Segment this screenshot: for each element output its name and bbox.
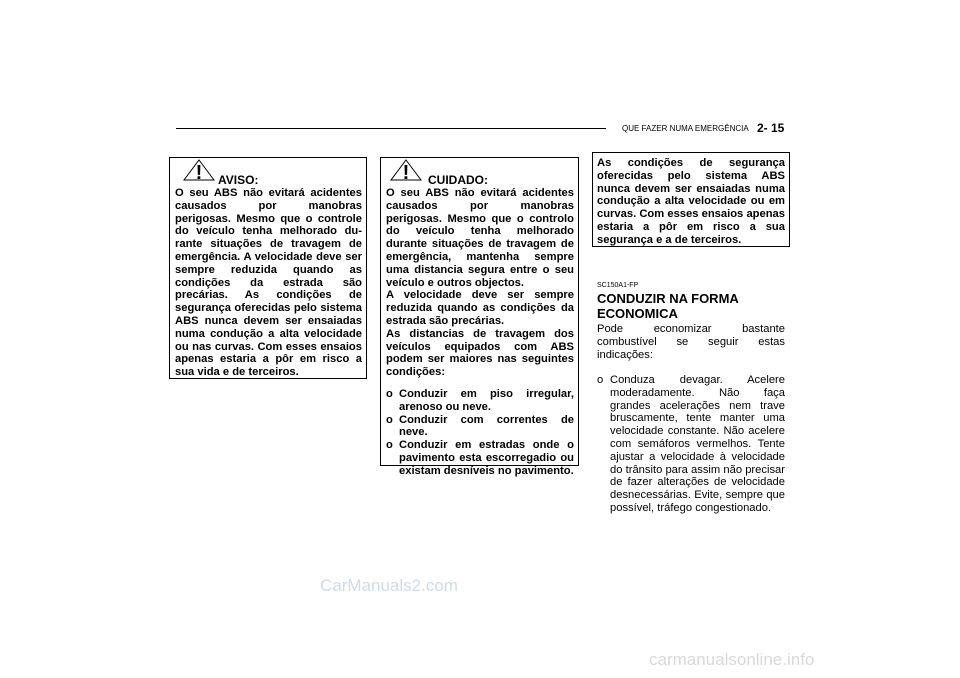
section-bullet-text: Conduza devagar. Acelere moderadamente. Não faça grandes acelerações nem trave bruscamente, tente manter uma velocidade constante. Não acelere com semáforos vermelhos. Tente ajustar a velocidade à velocidade do trânsito para assim não precisar de fazer alterações de velocidade desnecessárias. Evite, sempre que possível, tráfego congestionado. [610,374,785,514]
bullet-marker: o [386,413,393,426]
warning-title: AVISO: [218,173,259,187]
watermark-left: CarManuals2.com [320,576,458,595]
caution-text [386,187,574,478]
caution-title: CUIDADO: [428,173,488,187]
warning-paragraph: O seu ABS não evitará acidentes causados por manobras perigosas. Mesmo que o controle do veículo tenha melhorado du-rante situações de travagem de emergência. A velocidade deve ser sempre reduzida quando as condições da estrada são precárias. As condições de segurança oferecidas pelo sistema ABS nunca devem ser ensaiadas numa condução a alta velocidade ou nas curvas. Com esses ensaios apenas estaria a pôr em risco a sua vida e de terceiros. [175,187,362,379]
section-title: CONDUZIR NA FORMA ECONOMICA [597,291,739,321]
safety-text: As condições de segurança oferecidas pelo sistema ABS nunca devem ser ensaiadas numa condução a alta velocidade ou em curvas. Com esses ensaios apenas estaria a pôr em risco a sua segurança e a de terceiros. [597,157,785,246]
bullet-marker: o [597,374,604,386]
caution-paragraph-2: A velocidade deve ser sempre reduzida quando as condições da estrada são precárias. [386,289,574,327]
caution-paragraph-3: As distancias de travagem dos veículos equipados com ABS podem ser maiores nas seguintes condições: [386,327,574,379]
section-code: SC150A1-FP [597,282,639,289]
warning-triangle-icon [183,159,215,181]
section-list [597,374,785,515]
header-rule [176,128,606,129]
bullet-marker: o [386,387,393,400]
caution-bullet-text: Conduzir em piso irregular, arenoso ou neve. [399,387,574,413]
exclamation-glyph: ! [195,162,203,181]
caution-bullet-text: Conduzir em estradas onde o pavimento esta escorregadio ou existam desníveis no pavimento. [399,439,574,477]
caution-bullet [386,414,574,440]
section-intro: Pode economizar bastante combustível se seguir estas indicações: [597,323,785,361]
bullet-marker: o [386,439,393,452]
caution-paragraph-1: O seu ABS não evitará acidentes causados por manobras perigosas. Mesmo que o controlo do veículo tenha melhorado durante situações de travagem de emergência, mantenha sempre uma distancia segura entre o seu veículo e outros objectos. [386,187,574,289]
page-number: 2- 15 [757,121,785,135]
caution-triangle-icon [390,159,422,181]
watermark-right: carmanualsonline.info [649,650,815,669]
caution-bullet [386,388,574,414]
section-bullet [597,374,785,515]
warning-text [175,187,362,379]
caution-bullet [386,439,574,477]
exclamation-glyph: ! [402,162,410,181]
caution-bullet-text: Conduzir com correntes de neve. [399,413,574,439]
header-section-title: QUE FAZER NUMA EMERGÊNCIA [622,124,749,133]
